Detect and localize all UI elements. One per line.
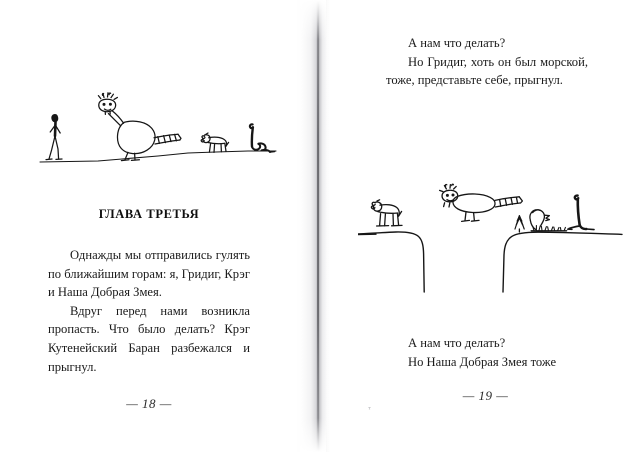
gridig-flying	[440, 184, 523, 221]
standing-snake-figure	[568, 196, 594, 230]
fir-tree	[515, 216, 524, 232]
ram-on-left-cliff	[371, 200, 402, 226]
paragraph: Но Наша Добрая Змея тоже	[408, 354, 557, 369]
right-page-bottom-text	[386, 334, 588, 371]
boy-figure	[46, 114, 62, 160]
paragraph: А нам что делать?	[408, 36, 506, 50]
book-gutter-top-fade	[300, 0, 326, 40]
page-number-left: — 18 —	[126, 396, 172, 411]
right-page-top-text	[386, 34, 588, 90]
page-number-right: — 19 —	[462, 388, 509, 403]
left-cliff	[358, 232, 424, 292]
left-page-body-text	[48, 246, 250, 376]
walk-in-the-mountains-illustration	[38, 92, 278, 172]
chasm-jump-illustration	[358, 182, 623, 307]
paragraph: Однажды мы отправились гулять по ближайшим горам: я, Гридиг, Крэг и Наша Добрая Змея.	[48, 248, 250, 300]
paragraph: А нам что делать?	[408, 336, 506, 350]
right-cliff	[503, 232, 622, 292]
book-gutter-crease	[317, 0, 319, 452]
book-gutter-bottom-fade	[300, 418, 326, 452]
paragraph: Но Гридиг, хоть он был морской, тоже, представьте себе, прыгнул.	[386, 54, 588, 88]
right-page	[330, 0, 641, 452]
book-gutter	[296, 0, 330, 452]
ram-figure	[175, 133, 229, 152]
left-page	[0, 0, 298, 452]
gridig-creature	[98, 93, 181, 161]
paragraph: Вдруг перед нами возникла пропасть. Что было делать? Крэг Кутенейский Баран разбежался и прыгнул.	[48, 303, 250, 374]
snake-figure	[250, 124, 275, 152]
chapter-title: ГЛАВА ТРЕТЬЯ	[98, 207, 200, 221]
grass-tufts	[531, 226, 566, 231]
margin-smudge-mark: т	[368, 404, 372, 412]
